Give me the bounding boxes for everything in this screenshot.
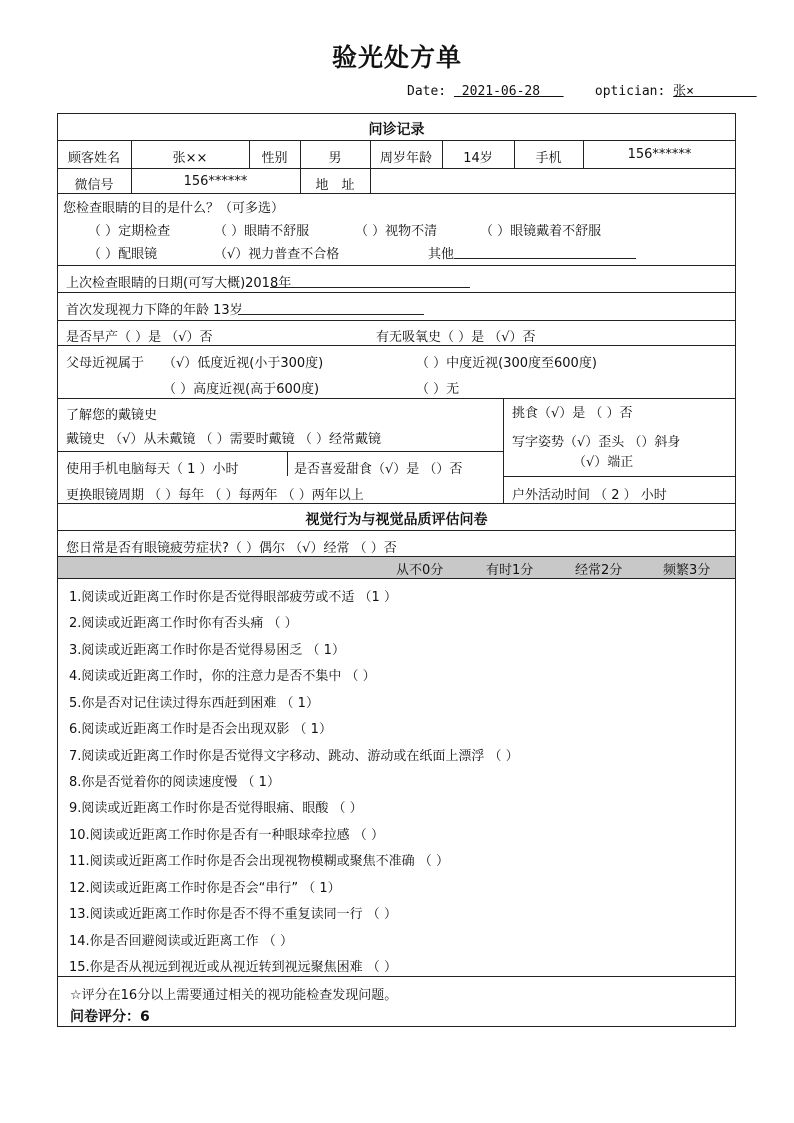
age-value: 14岁 [463, 151, 493, 166]
row-divider [57, 193, 736, 194]
scale-sometimes: 有时1分 [486, 563, 534, 578]
questionnaire-score: 问卷评分：6 [70, 1009, 150, 1025]
question-item: 11.阅读或近距离工作时你是否会出现视物模糊或聚焦不准确 （ ） [69, 854, 449, 869]
scale-never: 从不0分 [396, 563, 444, 578]
question-item: 15.你是否从视远到视近或从视近转到视远聚焦困难 （ ） [69, 960, 397, 975]
phone-label: 手机 [535, 151, 562, 166]
row-divider [57, 398, 736, 399]
question-item: 14.你是否回避阅读或近距离工作 （ ） [69, 934, 293, 949]
question-item: 12.阅读或近距离工作时你是否会“串行” （ 1） [69, 881, 341, 896]
device-usage: 使用手机电脑每天（ 1 ）小时 [66, 462, 239, 477]
date-value: 2021-06-28 [461, 84, 541, 99]
row-divider [57, 530, 736, 531]
purpose-option-discomfort: （ ）眼睛不舒服 [214, 224, 310, 239]
phone-value: 156****** [627, 147, 692, 162]
question-item: 10.阅读或近距离工作时你是否有一种眼球牵拉感 （ ） [69, 828, 384, 843]
sweets-preference: 是否喜爱甜食（√）是 （）否 [294, 462, 463, 477]
writing-posture: 写字姿势（√）歪头 （）斜身 [512, 435, 681, 450]
premature-birth: 是否早产（ ）是 （√）否 [66, 330, 213, 345]
gender-value: 男 [328, 151, 342, 166]
question-item: 3.阅读或近距离工作时你是否觉得易困乏 （ 1） [69, 643, 345, 658]
row-divider [57, 265, 736, 266]
row-divider [57, 578, 736, 579]
picky-eating: 挑食（√）是 （ ）否 [512, 406, 633, 421]
question-item: 6.阅读或近距离工作时是否会出现双影 （ 1） [69, 722, 332, 737]
oxygen-history: 有无吸氧史（ ）是 （√）否 [376, 330, 536, 345]
row-divider [57, 976, 736, 977]
glasses-history: 戴镜史 （√）从未戴镜 （ ）需要时戴镜 （ ）经常戴镜 [66, 432, 381, 447]
gender-label: 性别 [261, 151, 288, 166]
col-divider [503, 398, 504, 503]
first-decline-underline [238, 314, 424, 315]
scoring-note: ☆评分在16分以上需要通过相关的视功能检查发现问题。 [70, 988, 398, 1003]
purpose-option-blurry: （ ）视物不清 [355, 224, 438, 239]
row-divider [57, 292, 736, 293]
glasses-change-cycle: 更换眼镜周期 （ ）每年 （ ）每两年 （ ）两年以上 [66, 488, 364, 503]
question-item: 9.阅读或近距离工作时你是否觉得眼痛、眼酸 （ ） [69, 801, 363, 816]
section-title-consultation: 问诊记录 [368, 122, 425, 138]
customer-name-value: 张×× [172, 151, 208, 166]
outdoor-activity: 户外活动时间 （ 2 ） 小时 [512, 488, 667, 503]
row-divider [57, 140, 736, 141]
last-exam-date: 上次检查眼睛的日期(可写大概)2018年 [66, 276, 292, 291]
optician-label: optician: [594, 84, 666, 99]
wechat-label: 微信号 [74, 178, 114, 193]
first-decline-age: 首次发现视力下降的年龄 13岁 [66, 303, 243, 318]
question-item: 13.阅读或近距离工作时你是否不得不重复读同一行 （ ） [69, 907, 397, 922]
page-title: 验光处方单 [331, 43, 462, 72]
question-item: 4.阅读或近距离工作时，你的注意力是否不集中 （ ） [69, 669, 376, 684]
parents-option-high: （ ）高度近视(高于600度) [163, 382, 320, 397]
optician-value: 张× [673, 84, 694, 99]
question-item: 1.阅读或近距离工作时你是否觉得眼部疲劳或不适 （1 ） [69, 590, 397, 605]
scale-frequent: 频繁3分 [663, 563, 711, 578]
fatigue-question: 您日常是否有眼镜疲劳症状?（ ）偶尔 （√）经常 （ ）否 [66, 541, 397, 556]
writing-posture-upright: （√）端正 [573, 455, 634, 470]
row-divider [57, 503, 736, 504]
section-title-questionnaire: 视觉行为与视觉品质评估问卷 [305, 512, 488, 528]
purpose-question: 您检查眼睛的目的是什么？（可多选） [63, 201, 285, 216]
col-divider [287, 451, 288, 476]
parents-option-low: （√）低度近视(小于300度) [163, 356, 324, 371]
purpose-option-screening-failed: （√）视力普查不合格 [214, 247, 340, 262]
purpose-option-glasses-uncomfortable: （ ）眼镜戴着不舒服 [480, 224, 602, 239]
question-item: 8.你是否觉着你的阅读速度慢 （ 1） [69, 775, 280, 790]
row-divider [57, 168, 736, 169]
glasses-history-title: 了解您的戴镜史 [66, 408, 158, 423]
parents-myopia-label: 父母近视属于 [66, 356, 145, 371]
purpose-option-get-glasses: （ ）配眼镜 [88, 247, 158, 262]
row-divider [57, 320, 736, 321]
parents-option-medium: （ ）中度近视(300度至600度) [416, 356, 597, 371]
question-item: 7.阅读或近距离工作时你是否觉得文字移动、跳动、游动或在纸面上漂浮 （ ） [69, 749, 519, 764]
age-label: 周岁年龄 [379, 151, 432, 166]
wechat-value: 156****** [183, 174, 248, 189]
address-label: 地 址 [315, 178, 355, 193]
date-label: Date: [407, 84, 447, 99]
question-item: 5.你是否对记住读过得东西赶到困难 （ 1） [69, 696, 319, 711]
purpose-option-other: 其他 [428, 247, 455, 262]
row-divider [57, 345, 736, 346]
row-divider [57, 451, 503, 452]
other-blank-line [454, 258, 636, 259]
parents-option-none: （ ）无 [416, 382, 460, 397]
date-optician-line [407, 80, 757, 99]
row-divider [503, 476, 736, 477]
purpose-option-regular: （ ）定期检查 [88, 224, 171, 239]
customer-name-label: 顾客姓名 [67, 151, 120, 166]
last-exam-underline [270, 287, 470, 288]
question-item: 2.阅读或近距离工作时你有否头痛 （ ） [69, 616, 298, 631]
scale-often: 经常2分 [575, 563, 623, 578]
